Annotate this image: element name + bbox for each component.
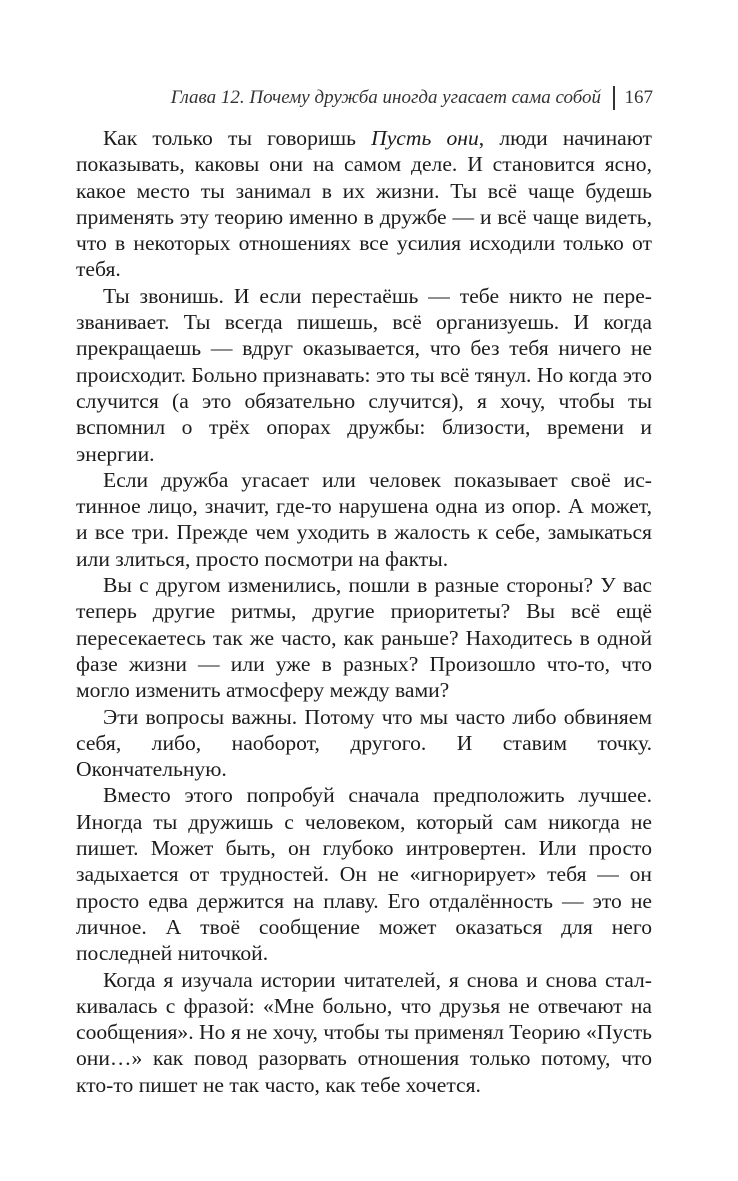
paragraph-1 [76,125,652,283]
paragraph-1-rest: , люди начинают показывать, каковы они на самом деле. И становится ясно, какое место ты занимал в их жизни. Ты всё чаще будешь применять эту теорию именно в дружбе — и всё чаще видеть, что в некоторых отношениях все усилия исходили только от тебя. [76,126,652,282]
paragraph-2: Ты звонишь. И если перестаёшь — тебе никто не перезванивает. Ты всегда пишешь, всё организуешь. И когда прекращаешь — вдруг оказывается, что без тебя ничего не происходит. Больно признавать: это ты всё тянул. Но когда это случится (а это обязательно случится), я хочу, чтобы ты вспомнил о трёх опорах дружбы: близости, времени и энергии. [76,283,652,466]
chapter-title: Глава 12. Почему дружба иногда угасает сама собой [170,87,601,108]
paragraph-4: Вы с другом изменились, пошли в разные стороны? У вас теперь другие ритмы, другие приоритеты? Вы всё ещё пересекаетесь так же часто, как раньше? Находитесь в одной фазе жизни — или уже в разных? Произошло что‑то, что могло изменить атмосферу между вами? [76,573,652,703]
header-divider [613,86,615,110]
paragraph-5: Эти вопросы важны. Потому что мы часто либо обвиняем себя, либо, наоборот, другого. И ставим точку. Окончательную. [76,704,652,782]
paragraph-3: Если дружба угасает или человек показывает своё истинное лицо, значит, где‑то нарушена одна из опор. А может, и все три. Прежде чем уходить в жалость к себе, замыкаться или злиться, просто посмотри на факты. [76,467,652,571]
page-number: 167 [624,87,653,108]
body-text [76,125,652,1098]
paragraph-1-start: Как только ты говоришь [103,126,372,150]
paragraph-7: Когда я изучала истории читателей, я снова и снова сталкивалась с фразой: «Мне больно, что друзья не отвечают на сообщения». Но я не хочу, чтобы ты применял Теорию «Пусть они…» как повод разорвать отношения только потому, что кто‑то пишет не так часто, как тебе хочется. [76,967,652,1097]
paragraph-6: Вместо этого попробуй сначала предположить лучшее. Иногда ты дружишь с человеком, который сам никогда не пишет. Может быть, он глубоко интровертен. Или просто задыхается от трудностей. Он не «игнорирует» тебя — он просто едва держится на плаву. Его отдалённость — это не личное. А твоё сообщение может оказаться для него последней ниточкой. [76,783,652,966]
emphasis-phrase: Пусть они [371,126,479,150]
running-head [171,84,653,112]
